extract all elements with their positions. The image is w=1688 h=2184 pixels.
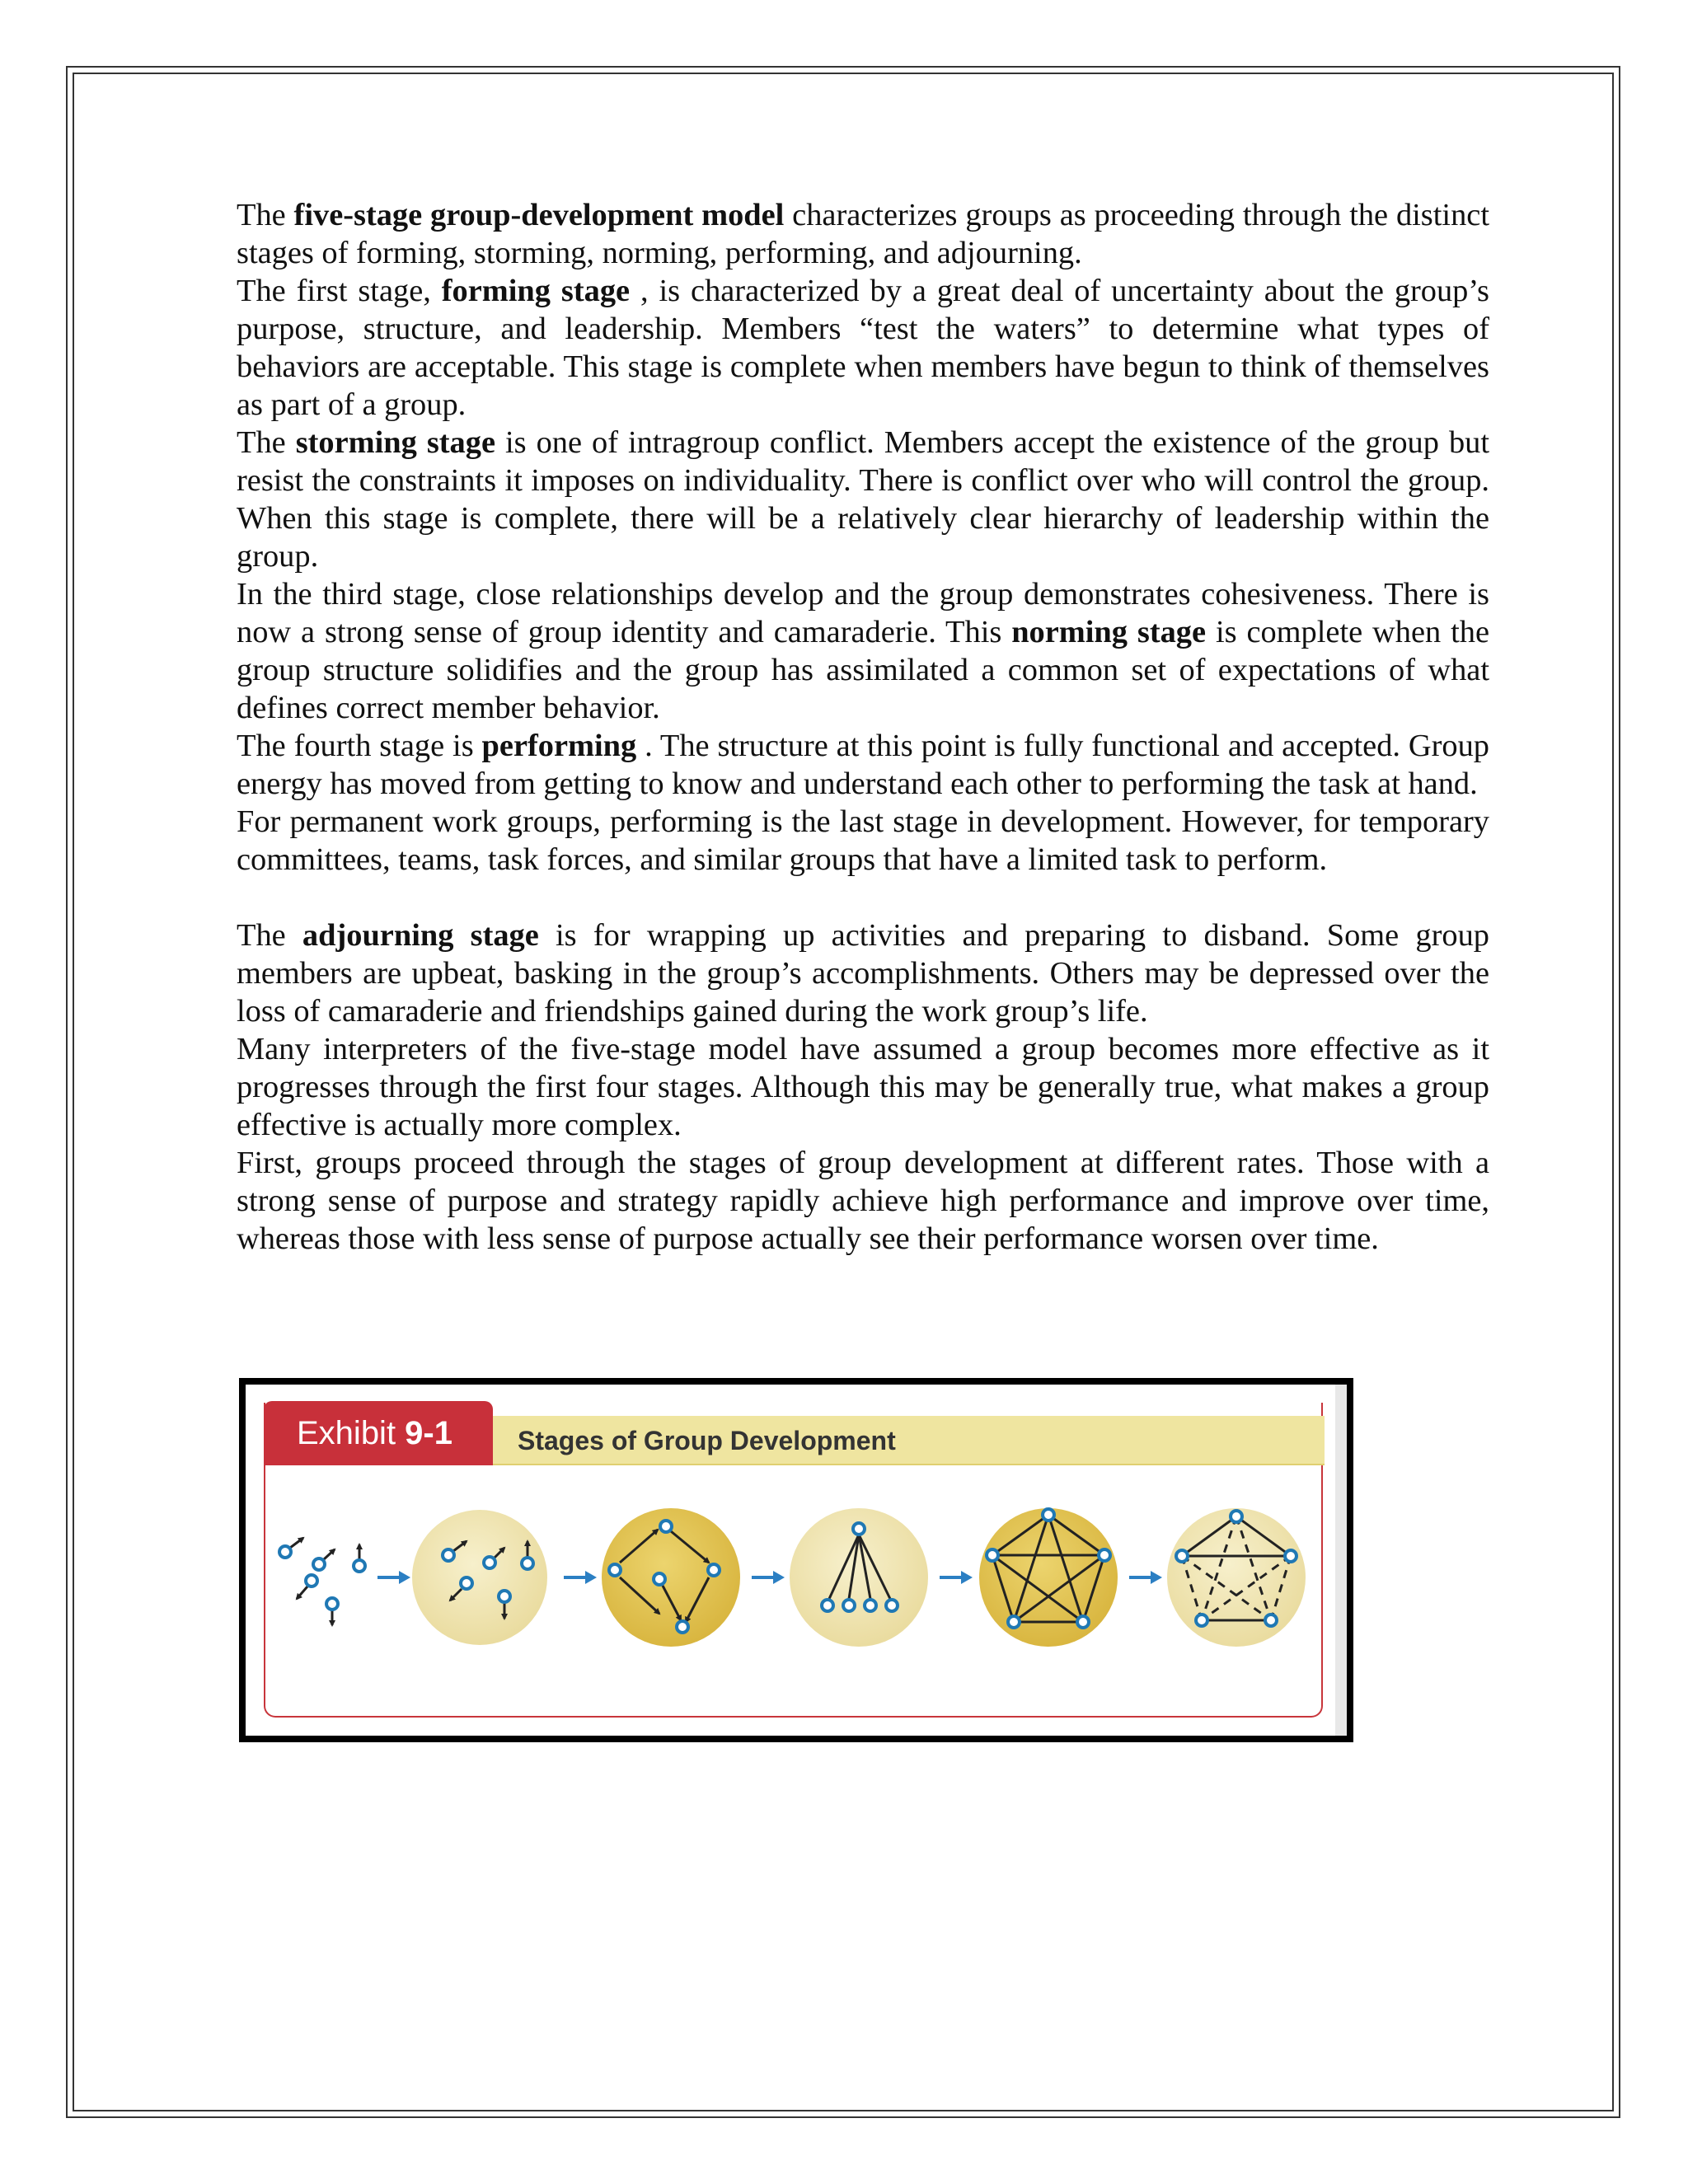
stage-storming-icon (412, 1510, 547, 1645)
paragraph-interpreters: Many interpreters of the five-stage model have assumed a group becomes more effective as it progresses through the first four stages. Although this may be generally true, what makes a group effective is actually more complex. (237, 1032, 1489, 1142)
exhibit-header (264, 1401, 1325, 1465)
paragraph-performing: The fourth stage is performing . The structure at this point is fully functional and accepted. Group energy has moved from getting to know and understand each other to performing the task at hand. (237, 729, 1489, 801)
stage-adjourning-icon (1167, 1508, 1306, 1647)
term-forming-stage: forming stage (441, 274, 631, 308)
paragraph-model-intro: The five-stage group-development model characterizes groups as proceeding through the distinct stages of forming, storming, norming, performing, and adjourning. (237, 198, 1489, 270)
paragraph-adjourning: The adjourning stage is for wrapping up activities and preparing to disband. Some group members are upbeat, basking in the group’s accomplishments. Others may be depressed over the loss of camaraderie and friendships gained during the work group’s life. (237, 918, 1489, 1029)
arrow-head-icon (1151, 1571, 1162, 1584)
exhibit-title: Stages of Group Development (493, 1416, 1325, 1465)
term-five-stage-model: five-stage group-development model (293, 198, 785, 232)
stage-performing-icon (790, 1508, 928, 1647)
arrow-head-icon (399, 1571, 410, 1584)
arrow-head-icon (961, 1571, 973, 1584)
group-development-diagram (264, 1475, 1327, 1681)
exhibit-panel (246, 1385, 1347, 1736)
stage-network-icon (979, 1508, 1118, 1647)
arrow-head-icon (585, 1571, 597, 1584)
exhibit-badge: Exhibit 9-1 (264, 1401, 493, 1465)
term-performing: performing (481, 729, 637, 763)
paragraph-forming: The first stage, forming stage , is characterized by a great deal of uncertainty about the group’s purpose, structure, and leadership. Members “test the waters” to determine what types of behaviors are acceptable. This stage is complete when members have begun to think of themselves as part of a group. (237, 274, 1489, 422)
arrow-head-icon (773, 1571, 785, 1584)
paragraph-rates: First, groups proceed through the stages of group development at different rates. Those with a strong sense of purpose and strategy rapidly achieve high performance and improve over time, whereas those with less sense of purpose actually see their performance worsen over time. (237, 1146, 1489, 1256)
stage-forming-icon (279, 1538, 365, 1625)
term-adjourning-stage: adjourning stage (302, 918, 539, 953)
exhibit-figure (239, 1378, 1353, 1742)
stage-norming-icon (602, 1508, 740, 1647)
paragraph-storming: The storming stage is one of intragroup conflict. Members accept the existence of the group but resist the constraints it imposes on individuality. There is conflict over who will control the group. When this stage is complete, there will be a relatively clear hierarchy of leadership within the group. (237, 425, 1489, 574)
term-storming-stage: storming stage (295, 425, 495, 460)
paragraph-permanent-groups: For permanent work groups, performing is the last stage in development. However, for temporary committees, teams, task forces, and similar groups that have a limited task to perform. (237, 804, 1489, 877)
exhibit-scroll-strip (1335, 1385, 1347, 1736)
body-text (237, 196, 1489, 1258)
term-norming-stage: norming stage (1011, 615, 1207, 649)
paragraph-norming: In the third stage, close relationships develop and the group demonstrates cohesiveness. There is now a strong sense of group identity and camaraderie. This norming stage is complete when the group structure solidifies and the group has assimilated a common set of expectations of what defines correct member behavior. (237, 577, 1489, 725)
exhibit-number: 9-1 (405, 1415, 452, 1451)
